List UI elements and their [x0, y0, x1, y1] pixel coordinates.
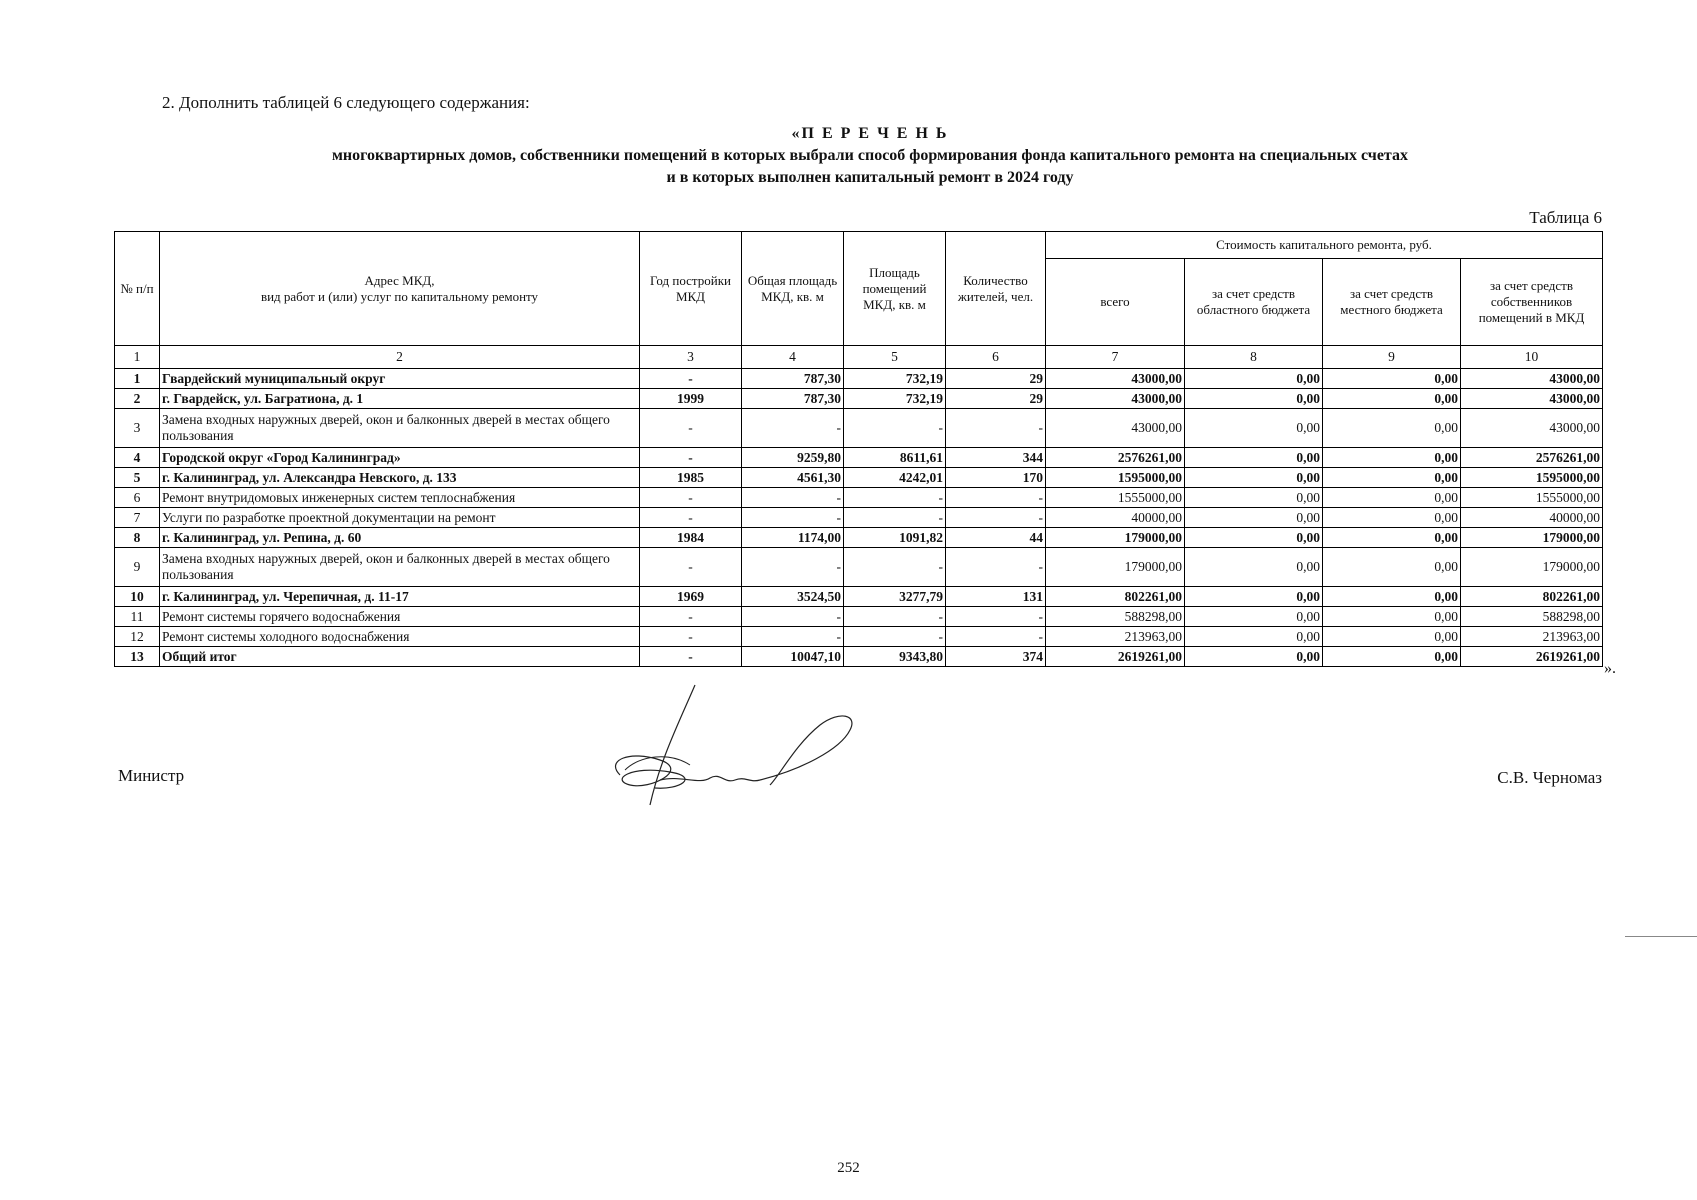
row-name: Замена входных наружных дверей, окон и балконных дверей в местах общего пользования [160, 548, 640, 587]
table-row [115, 528, 1603, 548]
row-premises-area: 4242,01 [844, 468, 946, 488]
row-cost-local: 0,00 [1323, 627, 1461, 647]
row-year: 1969 [640, 587, 742, 607]
row-cost-total: 43000,00 [1046, 409, 1185, 448]
row-residents: 29 [946, 389, 1046, 409]
row-cost-regional: 0,00 [1185, 607, 1323, 627]
buildings-table [114, 231, 1603, 667]
row-cost-total: 213963,00 [1046, 627, 1185, 647]
row-cost-total: 179000,00 [1046, 548, 1185, 587]
row-name: Ремонт внутридомовых инженерных систем теплоснабжения [160, 488, 640, 508]
table-body [115, 369, 1603, 667]
row-premises-area: 9343,80 [844, 647, 946, 667]
row-total-area: 787,30 [742, 369, 844, 389]
header-cost-local: за счет средств местного бюджета [1323, 259, 1461, 346]
column-number: 3 [640, 346, 742, 369]
intro-text: 2. Дополнить таблицей 6 следующего содержания: [162, 93, 530, 112]
row-premises-area: 3277,79 [844, 587, 946, 607]
column-number: 5 [844, 346, 946, 369]
row-cost-local: 0,00 [1323, 488, 1461, 508]
row-cost-local: 0,00 [1323, 528, 1461, 548]
header-cost-group: Стоимость капитального ремонта, руб. [1046, 232, 1603, 259]
table-row [115, 468, 1603, 488]
row-total-area: 10047,10 [742, 647, 844, 667]
table-row [115, 607, 1603, 627]
header-address-line1: Адрес МКД, [364, 272, 435, 288]
row-total-area: - [742, 409, 844, 448]
header-address-line2: вид работ и (или) услуг по капитальному ремонту [260, 288, 539, 304]
row-year: 1999 [640, 389, 742, 409]
header-premises-area: Площадь помещений МКД, кв. м [844, 232, 946, 346]
row-cost-local: 0,00 [1323, 647, 1461, 667]
column-number: 8 [1185, 346, 1323, 369]
row-cost-regional: 0,00 [1185, 528, 1323, 548]
header-cost-owners: за счет средств собственников помещений в МКД [1461, 259, 1603, 346]
row-cost-regional: 0,00 [1185, 508, 1323, 528]
row-cost-regional: 0,00 [1185, 369, 1323, 389]
row-cost-total: 40000,00 [1046, 508, 1185, 528]
row-name: г. Калининград, ул. Черепичная, д. 11-17 [160, 587, 640, 607]
row-cost-regional: 0,00 [1185, 548, 1323, 587]
row-cost-local: 0,00 [1323, 508, 1461, 528]
row-cost-total: 43000,00 [1046, 389, 1185, 409]
title-line-1: «П Е Р Е Ч Е Н Ь [791, 125, 949, 142]
row-cost-total: 2619261,00 [1046, 647, 1185, 667]
row-premises-area: 8611,61 [844, 448, 946, 468]
row-cost-total: 2576261,00 [1046, 448, 1185, 468]
table-row [115, 448, 1603, 468]
row-cost-owners: 40000,00 [1461, 508, 1603, 528]
row-name: Городской округ «Город Калининград» [160, 448, 640, 468]
column-number: 4 [742, 346, 844, 369]
row-total-area: 787,30 [742, 389, 844, 409]
table-row [115, 548, 1603, 587]
column-number-row [115, 346, 1603, 369]
row-total-area: 9259,80 [742, 448, 844, 468]
signer-name: С.В. Черномаз [1497, 768, 1602, 787]
row-number: 9 [115, 548, 160, 587]
table-row [115, 508, 1603, 528]
row-total-area: 3524,50 [742, 587, 844, 607]
signer-position: Министр [118, 766, 185, 785]
row-number: 12 [115, 627, 160, 647]
row-name: Замена входных наружных дверей, окон и балконных дверей в местах общего пользования [160, 409, 640, 448]
row-number: 4 [115, 448, 160, 468]
row-residents: 44 [946, 528, 1046, 548]
row-year: - [640, 488, 742, 508]
row-number: 13 [115, 647, 160, 667]
closing-quote: ». [1604, 660, 1616, 677]
header-residents: Количество жителей, чел. [946, 232, 1046, 346]
row-premises-area: 1091,82 [844, 528, 946, 548]
row-year: - [640, 409, 742, 448]
row-year: 1985 [640, 468, 742, 488]
table-row [115, 488, 1603, 508]
row-cost-owners: 2576261,00 [1461, 448, 1603, 468]
row-cost-regional: 0,00 [1185, 448, 1323, 468]
row-name: Услуги по разработке проектной документации на ремонт [160, 508, 640, 528]
table-row [115, 389, 1603, 409]
row-residents: 374 [946, 647, 1046, 667]
row-year: - [640, 369, 742, 389]
row-premises-area: 732,19 [844, 389, 946, 409]
row-cost-total: 43000,00 [1046, 369, 1185, 389]
row-residents: 131 [946, 587, 1046, 607]
header-cost-regional: за счет средств областного бюджета [1185, 259, 1323, 346]
row-cost-owners: 2619261,00 [1461, 647, 1603, 667]
row-residents: - [946, 627, 1046, 647]
row-cost-local: 0,00 [1323, 587, 1461, 607]
table-row [115, 369, 1603, 389]
edge-mark [1625, 936, 1697, 937]
row-residents: 344 [946, 448, 1046, 468]
row-residents: - [946, 409, 1046, 448]
row-total-area: 4561,30 [742, 468, 844, 488]
row-year: - [640, 627, 742, 647]
table-row [115, 627, 1603, 647]
row-number: 2 [115, 389, 160, 409]
row-residents: - [946, 607, 1046, 627]
row-cost-regional: 0,00 [1185, 389, 1323, 409]
document-title [120, 123, 1620, 189]
row-cost-owners: 179000,00 [1461, 548, 1603, 587]
row-cost-local: 0,00 [1323, 607, 1461, 627]
row-cost-regional: 0,00 [1185, 647, 1323, 667]
row-cost-owners: 179000,00 [1461, 528, 1603, 548]
row-cost-regional: 0,00 [1185, 488, 1323, 508]
row-cost-total: 1555000,00 [1046, 488, 1185, 508]
row-cost-regional: 0,00 [1185, 468, 1323, 488]
row-cost-total: 802261,00 [1046, 587, 1185, 607]
row-name: г. Калининград, ул. Репина, д. 60 [160, 528, 640, 548]
table-row [115, 587, 1603, 607]
row-cost-regional: 0,00 [1185, 587, 1323, 607]
row-cost-regional: 0,00 [1185, 627, 1323, 647]
header-year: Год постройки МКД [640, 232, 742, 346]
row-name: Общий итог [160, 647, 640, 667]
row-cost-owners: 43000,00 [1461, 369, 1603, 389]
row-year: 1984 [640, 528, 742, 548]
row-name: г. Гвардейск, ул. Багратиона, д. 1 [160, 389, 640, 409]
row-cost-owners: 43000,00 [1461, 409, 1603, 448]
row-total-area: - [742, 607, 844, 627]
row-total-area: - [742, 488, 844, 508]
row-number: 10 [115, 587, 160, 607]
row-total-area: - [742, 548, 844, 587]
row-cost-local: 0,00 [1323, 369, 1461, 389]
row-cost-owners: 43000,00 [1461, 389, 1603, 409]
row-cost-local: 0,00 [1323, 409, 1461, 448]
page-number: 252 [837, 1160, 860, 1176]
row-residents: 29 [946, 369, 1046, 389]
row-year: - [640, 607, 742, 627]
row-premises-area: - [844, 409, 946, 448]
row-cost-owners: 1555000,00 [1461, 488, 1603, 508]
row-cost-local: 0,00 [1323, 548, 1461, 587]
row-year: - [640, 508, 742, 528]
row-total-area: 1174,00 [742, 528, 844, 548]
row-cost-total: 179000,00 [1046, 528, 1185, 548]
row-cost-owners: 1595000,00 [1461, 468, 1603, 488]
row-cost-owners: 213963,00 [1461, 627, 1603, 647]
row-name: г. Калининград, ул. Александра Невского, д. 133 [160, 468, 640, 488]
row-name: Ремонт системы холодного водоснабжения [160, 627, 640, 647]
column-number: 10 [1461, 346, 1603, 369]
header-address [160, 232, 640, 346]
row-cost-owners: 802261,00 [1461, 587, 1603, 607]
row-cost-total: 1595000,00 [1046, 468, 1185, 488]
column-number: 7 [1046, 346, 1185, 369]
row-residents: 170 [946, 468, 1046, 488]
table-label: Таблица 6 [1529, 208, 1602, 227]
row-premises-area: - [844, 548, 946, 587]
row-premises-area: - [844, 488, 946, 508]
row-cost-local: 0,00 [1323, 389, 1461, 409]
column-number: 9 [1323, 346, 1461, 369]
table-row [115, 647, 1603, 667]
row-number: 6 [115, 488, 160, 508]
row-total-area: - [742, 627, 844, 647]
header-cost-total: всего [1046, 259, 1185, 346]
row-year: - [640, 548, 742, 587]
row-cost-total: 588298,00 [1046, 607, 1185, 627]
row-number: 7 [115, 508, 160, 528]
column-number: 6 [946, 346, 1046, 369]
row-residents: - [946, 508, 1046, 528]
row-premises-area: - [844, 508, 946, 528]
row-number: 1 [115, 369, 160, 389]
row-premises-area: - [844, 607, 946, 627]
row-cost-owners: 588298,00 [1461, 607, 1603, 627]
row-number: 3 [115, 409, 160, 448]
title-line-3: и в которых выполнен капитальный ремонт в 2024 году [666, 169, 1074, 186]
header-num: № п/п [115, 232, 160, 346]
row-cost-local: 0,00 [1323, 468, 1461, 488]
row-year: - [640, 647, 742, 667]
title-line-2: многоквартирных домов, собственники помещений в которых выбрали способ формирования фонда капитального ремонта на специальных счетах [332, 147, 1408, 164]
row-cost-local: 0,00 [1323, 448, 1461, 468]
row-cost-regional: 0,00 [1185, 409, 1323, 448]
column-number: 1 [115, 346, 160, 369]
table-row [115, 409, 1603, 448]
row-year: - [640, 448, 742, 468]
row-name: Ремонт системы горячего водоснабжения [160, 607, 640, 627]
row-number: 8 [115, 528, 160, 548]
row-number: 5 [115, 468, 160, 488]
handwritten-signature [600, 680, 880, 810]
row-number: 11 [115, 607, 160, 627]
row-total-area: - [742, 508, 844, 528]
header-total-area: Общая площадь МКД, кв. м [742, 232, 844, 346]
column-number: 2 [160, 346, 640, 369]
row-residents: - [946, 488, 1046, 508]
row-name: Гвардейский муниципальный округ [160, 369, 640, 389]
row-premises-area: - [844, 627, 946, 647]
row-premises-area: 732,19 [844, 369, 946, 389]
row-residents: - [946, 548, 1046, 587]
